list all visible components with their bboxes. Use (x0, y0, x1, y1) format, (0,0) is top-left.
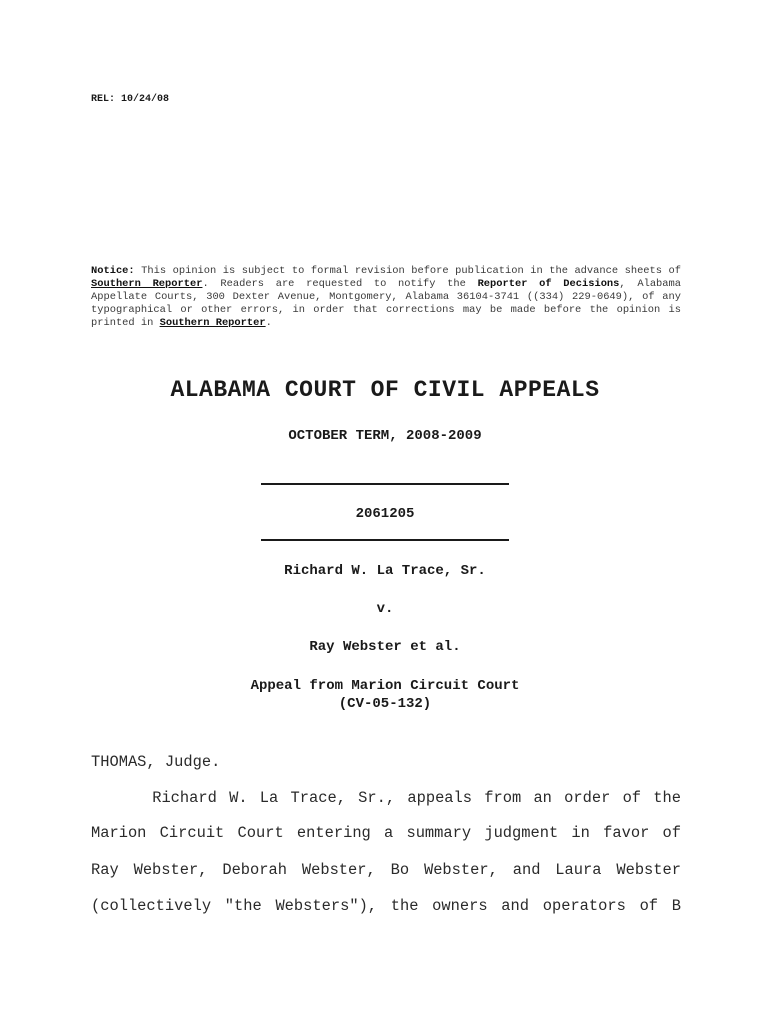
appeal-source: Appeal from Marion Circuit Court (250, 678, 520, 694)
lower-court-case-number: (CV-05-132) (338, 696, 432, 712)
divider-top (261, 483, 509, 485)
notice-text-2: . Readers are requested to notify the (202, 277, 478, 290)
versus: v. (376, 601, 394, 617)
notice-label: Notice: (91, 265, 135, 277)
notice-text-4: . (265, 316, 272, 329)
release-date: REL: 10/24/08 (91, 94, 170, 105)
opinion-line-1: Richard W. La Trace, Sr., appeals from an order of the (91, 789, 681, 807)
southern-reporter-ref-1: Southern Reporter (91, 277, 203, 290)
southern-reporter-ref-2: Southern Reporter (159, 316, 266, 329)
opinion-line-2: Marion Circuit Court entering a summary judgment in favor of (91, 824, 681, 842)
appellee-name: Ray Webster et al. (309, 639, 461, 655)
divider-bottom (261, 539, 509, 541)
case-number: 2061205 (355, 506, 415, 522)
opinion-line-4: (collectively "the Websters"), the owners and operators of B (91, 897, 681, 915)
court-title: ALABAMA COURT OF CIVIL APPEALS (170, 377, 600, 403)
appellant-name: Richard W. La Trace, Sr. (284, 563, 486, 579)
opinion-line-3: Ray Webster, Deborah Webster, Bo Webster, and Laura Webster (91, 861, 681, 879)
notice-paragraph (91, 265, 681, 330)
judge-name: THOMAS, Judge. (91, 753, 221, 771)
reporter-of-decisions: Reporter of Decisions (477, 277, 620, 290)
notice-text-1: This opinion is subject to formal revision before publication in the advance sheets of (134, 265, 681, 277)
notice-text-3: , Alabama Appellate Courts, 300 Dexter Avenue, Montgomery, Alabama 36104-3741 ((334) 229-0649), of any typographical or other errors, in order that corrections may be made before the opinion is printed in (91, 277, 681, 329)
court-term: OCTOBER TERM, 2008-2009 (288, 428, 482, 444)
